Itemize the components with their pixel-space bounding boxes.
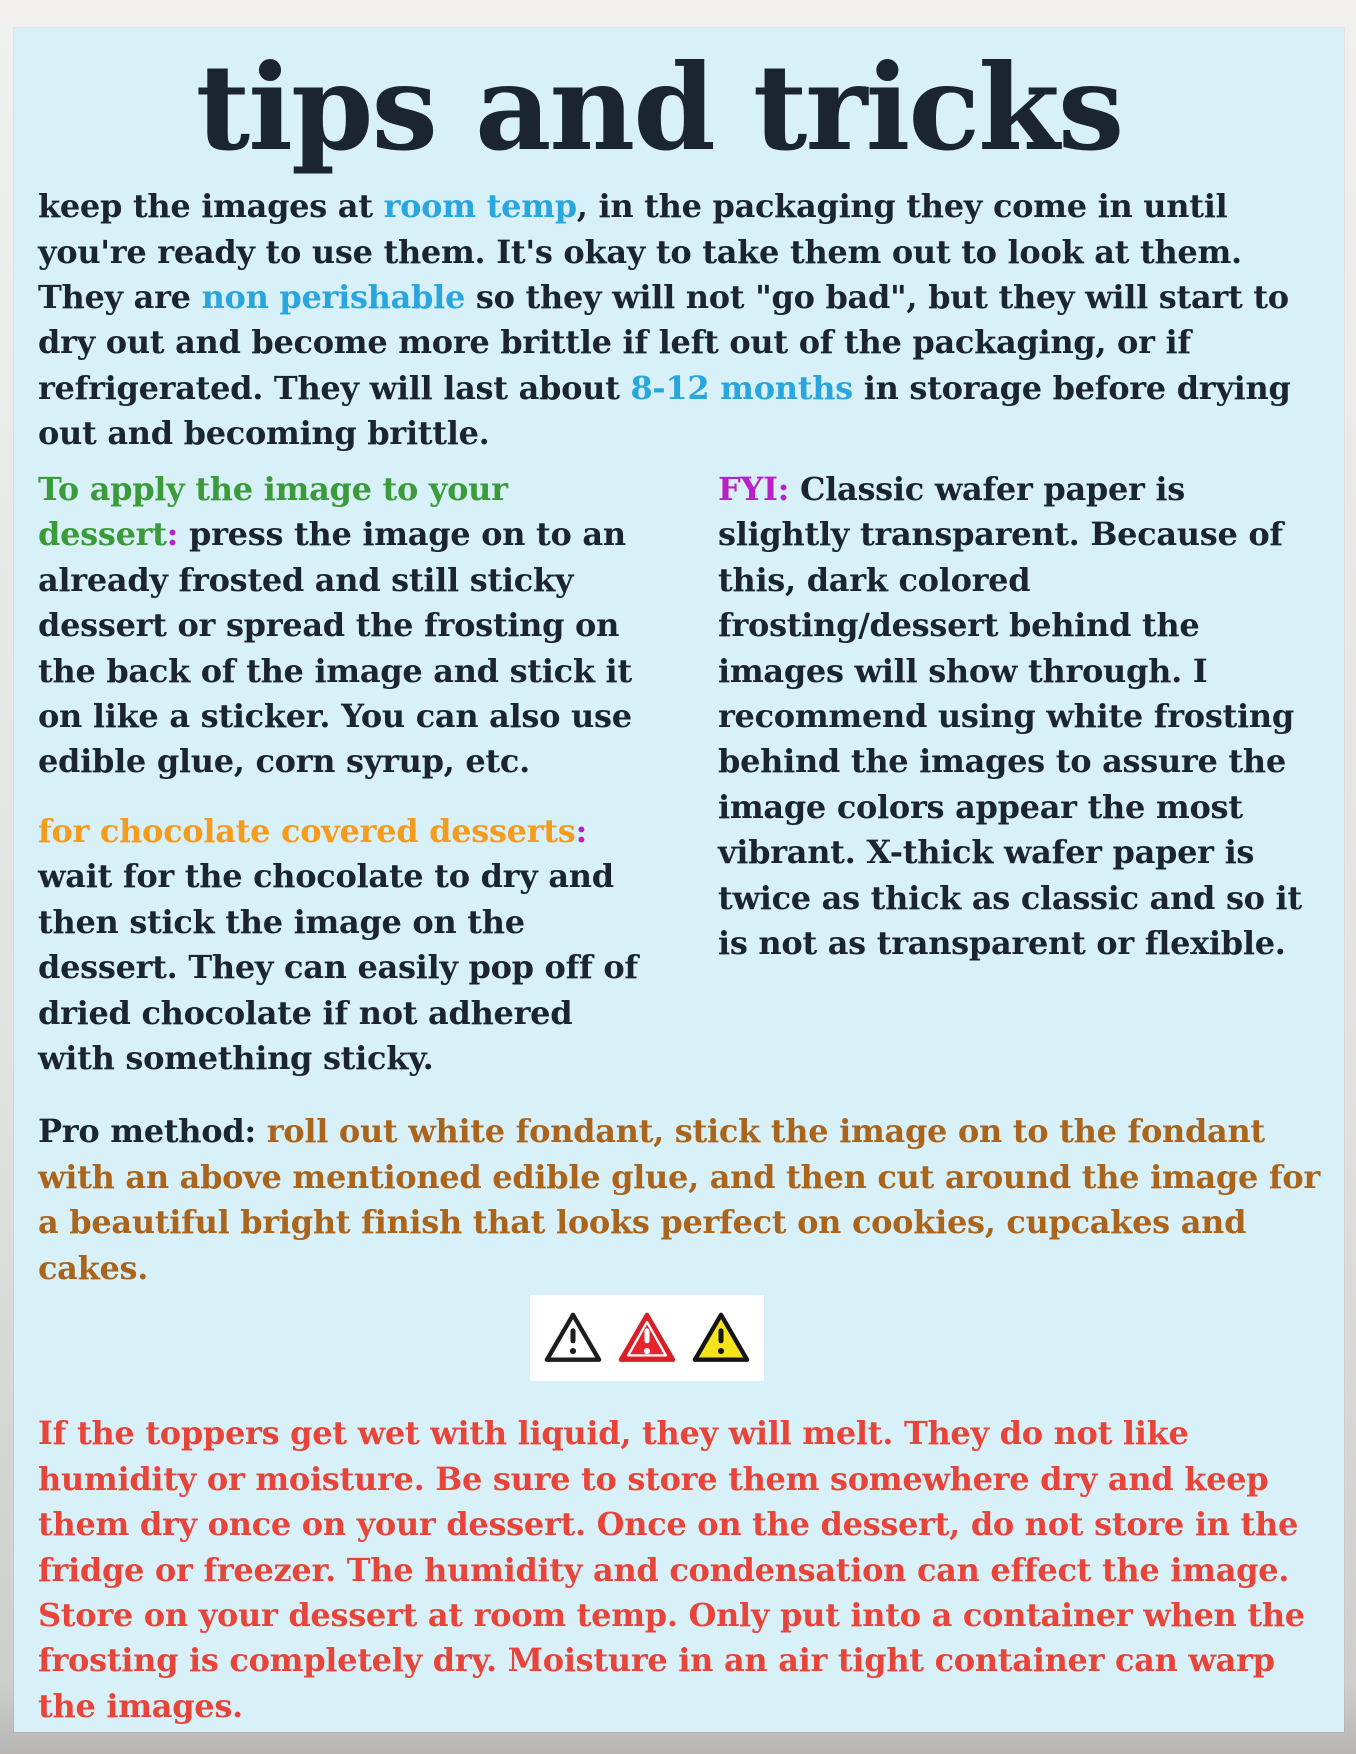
chocolate-instructions-paragraph — [38, 809, 650, 1082]
flyer-panel — [14, 28, 1344, 1732]
left-column — [38, 467, 650, 1082]
text-segment: keep the images at — [38, 187, 384, 226]
text-segment: If the toppers get wet with liquid, they will melt. They do not like humidity or moisture. Be sure to store them somewhere dry and keep them dry once on your dessert. Once on the dessert, do not store in the fridge or freezer. The humidity and condensation can effect the image. Store on your dessert at room temp. Only put into a container when the frosting is completely dry. Moisture in an air tight container can warp the images. — [38, 1414, 1305, 1725]
text-segment: in storage before drying out and becoming brittle. — [38, 368, 1291, 453]
text-segment: Classic wafer paper is slightly transparent. Because of this, dark colored frosting/dessert behind the images will show through. I recommend using white frosting behind the images to assure the image colors appear the most vibrant. X-thick wafer paper is twice as thick as classic and so it is not as transparent or flexible. — [718, 469, 1302, 963]
pro-method-paragraph — [38, 1109, 1320, 1291]
warning-triangle-yellow-icon — [690, 1310, 752, 1366]
text-segment: so they will not "go bad", but they will start to dry out and become more brittle if left out of the packaging, or if refrigerated. They will last about — [38, 278, 1289, 407]
warning-triangle-red-icon — [616, 1310, 678, 1366]
right-column — [718, 467, 1320, 1082]
text-segment: 8-12 months — [630, 368, 853, 407]
text-segment: room temp — [383, 187, 577, 226]
page-title: tips and tricks — [195, 38, 1123, 177]
intro-paragraph — [38, 184, 1320, 457]
text-segment: press the image on to an already frosted and still sticky dessert or spread the frosting on the back of the image and stick it on like a sticker. You can also use edible glue, corn syrup, etc. — [38, 515, 632, 781]
text-segment: : — [575, 811, 588, 850]
text-segment: for chocolate covered desserts — [38, 811, 576, 850]
text-segment: To apply the image to your dessert — [38, 469, 508, 554]
moisture-warning-paragraph — [38, 1411, 1320, 1729]
fyi-paragraph — [718, 467, 1320, 967]
text-segment: roll out white fondant, stick the image on to the fondant with an above mentioned edible glue, and then cut around the image for a beautiful bright finish that looks perfect on cookies, cupcakes and cakes. — [38, 1112, 1320, 1287]
text-segment: Pro method: — [38, 1112, 256, 1151]
two-column-section — [38, 467, 1320, 1082]
text-segment: FYI: — [718, 469, 790, 508]
text-segment: , in the packaging they come in until you're ready to use them. It's okay to take them out to look at them. They are — [38, 187, 1242, 317]
text-segment: non perishable — [201, 278, 466, 317]
warning-triangle-outline-icon — [542, 1310, 604, 1366]
column-gutter — [650, 467, 718, 1082]
text-segment: : — [166, 515, 179, 554]
warning-icons-box — [530, 1295, 764, 1381]
text-segment: wait for the chocolate to dry and then stick the image on the dessert. They can easily pop off of dried chocolate if not adhered with something sticky. — [38, 857, 638, 1078]
apply-instructions-paragraph — [38, 467, 650, 785]
